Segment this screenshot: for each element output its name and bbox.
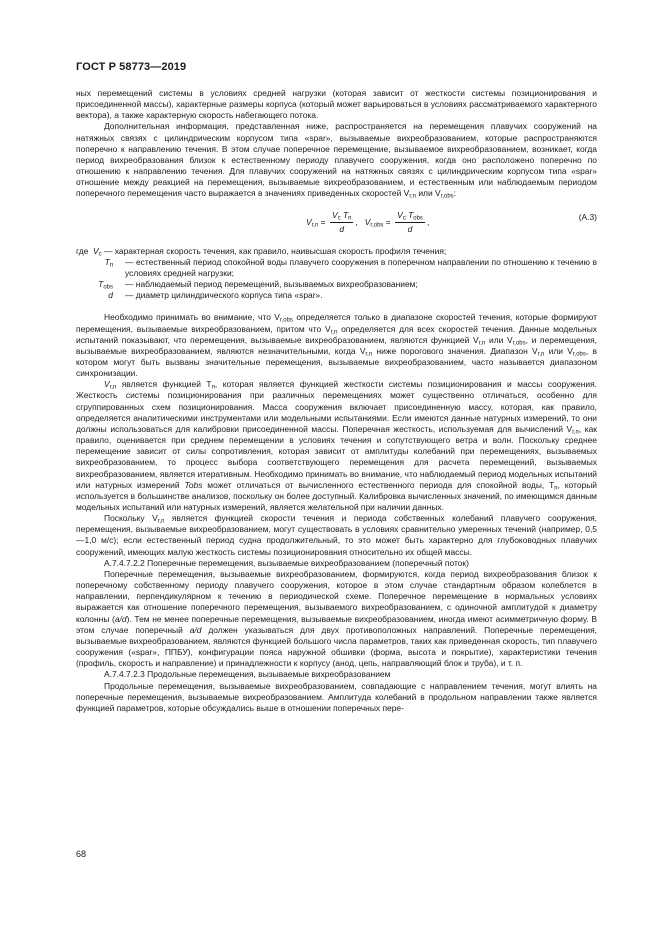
section-heading-in-line: А.7.4.7.2.3 Продольные перемещения, вызываемые вихреобразованием <box>104 669 391 680</box>
paragraph-moderate-currents: Поскольку $V_{r,п}$ является функцией скорости течения и периода собственных колебаний плавучего сооружения, перемещения, вызываемые вихреобразованием, могут существовать в условиях сравнительно умеренных течений (например, 0,5—1,0 м/с); если естественный период судна продолжительный, то это может быть характерно для глубоководных плавучих сооружений, имеющих малую жесткость системы позиционирования относительно их общей массы. <box>76 513 597 557</box>
paragraph-in-line: Продольные перемещения, вызываемые вихреобразованием, совпадающие с направлением течения, могут влиять на поперечные перемещения, вызываемые вихреобразованием. Амплитуда колебаний в продольном направлении также является функцией параметров, которые обсуждались выше в отношении поперечных пере- <box>76 680 597 713</box>
definition-d: d — диаметр цилиндрического корпуса типа «spar». <box>108 290 323 301</box>
formula-number: (A.3) <box>578 211 597 222</box>
paragraph-cross-flow: Поперечные перемещения, вызываемые вихреобразованием, формируются, когда период вихреобразования близок к поперечному собственному периоду плавучего сооружения, которое в этом случае стандартным образом колеблется в направлении, перпендикулярном к течению в периодической схеме. Поперечное перемещение в нормальных условиях выражается как отношение поперечного перемещения, вызываемого вихреобразованием, с одиночной амплитудой к диаметру колонны (a/d). Тем не менее поперечные перемещения, вызываемые вихреобразованием, иногда имеют асимметричную форму. В этом случае поперечный a/d должен указываться для двух противоположных направлений. Поперечные перемещения, вызываемые вихреобразованием, являются функцией большого числа параметров, таких как приведенная скорость, тип плавучего сооружения («spar», ППБУ), конфигурации пояса наружной обшивки (форма, высота и покрытие), характеристики течения (профиль, скорость и направление) и принадлежности к корпусу (анод, цепь, направляющий блок и труба), и т. п. <box>76 568 597 669</box>
definition-tn: $T_п$ — естественный период спокойной воды плавучего сооружения в поперечном направлении по отношению к течению в условиях средней нагрузки; <box>104 256 597 278</box>
formula-a3 <box>76 204 597 240</box>
definitions-list <box>76 246 597 302</box>
paragraph-intro: ных перемещений системы в условиях средней нагрузки (которая зависит от жесткости системы позиционирования и присоединенной массы), характерные размеры корпуса (который может варьироваться в условиях рассматриваемого характерного вектора), а также характерную скорость набегающего потока. <box>76 88 597 121</box>
section-heading-cross-flow: А.7.4.7.2.2 Поперечные перемещения, вызываемые вихреобразованием (поперечный поток) <box>104 557 469 568</box>
page-number: 68 <box>76 849 87 859</box>
paragraph-spar-info: Дополнительная информация, представленная ниже, распространяется на перемещения плавучих сооружений на натяжных связях с цилиндрическим корпусом типа «spar», вызываемые вихреобразованием, которые распространяются поперечно к направлению течения. В этом случае поперечное перемещение, вызываемое вихреобразованием, возникает, когда период вихреобразования близок к естественному периоду плавучего сооружения, когда оно расположено поперечно по отношению к направлению течения. Для плавучих сооружений на натяжных связях с цилиндрическим корпусом типа «spar» отношение между реакцией на перемещения, вызываемые вихреобразованием, и естественным или наблюдаемым периодом поперечного перемещения часто выражается в значениях приведенных скоростей $V_{r,n}$ или $V_{r,obs}$: <box>76 121 597 200</box>
formula-expression: $V_{r,n}$ = $\frac{V_c T_п}{d}$ , $V_{r,obs}$ = $\frac{V_c T_{obs}}{d}$ , <box>306 209 430 234</box>
definition-vc: где $V_c$ — характерная скорость течения, как правило, наивысшая скорость профиля течения; <box>76 245 447 258</box>
definition-tobs: $T_{obs}$ — наблюдаемый период перемещений, вызываемых вихреобразованием; <box>98 279 418 291</box>
document-body <box>76 88 597 714</box>
document-header: ГОСТ Р 58773—2019 <box>76 61 187 73</box>
paragraph-synchronization: Необходимо принимать во внимание, что $V_{r,obs}$ определяется только в диапазоне скоростей течения, которые формируют перемещения, вызываемые вихреобразованием, притом что $V_{r,n}$ определяется для всех скоростей течения. Данные модельных испытаний показывают, что перемещения, вызываемые вихреобразованием, являются функцией $V_{r,n}$ или $V_{r,obs}$, и перемещения, вызываемые вихреобразованием, являются незначительными, когда $V_{r,n}$ ниже порогового значения. Диапазон $V_{r,n}$ или $V_{r,obs}$, в котором могут быть вызваны значительные перемещения, вызываемые вихреобразованием, часто называется диапазоном синхронизации. <box>76 312 598 379</box>
paragraph-stiffness: $V_{r,п}$ является функцией $T_п$, которая является функцией жесткости системы позиционирования и массы сооружения. Жесткость системы позиционирования при различных перемещениях может существенно отличаться, особенно для сгруппированных схем позиционирования. Масса сооружения включает присоединенную массу, которая, как правило, определяется аналитическими инструментами или модельными испытаниями. Если имеются данные натурных измерений, то они должны использоваться для калибровки присоединенной массы. Поперечная жесткость, используемая для вычислений $V_{r,п}$, как правило, оценивается при среднем перемещении в условиях течения и сопутствующего ветра и волн. Поскольку среднее перемещение зависит от силы сопротивления, которая зависит от амплитуды колебаний при перемещениях, вызываемых вихреобразованием, то процесс выбора соответствующего перемещения для расчета перемещений, вызываемых вихреобразованием, является итеративным. Необходимо принимать во внимание, что наблюдаемый период модельных испытаний или натурных измерений Tobs может отличаться от вычисленного естественного периода для спокойной воды, $T_п$, который используется в большинстве анализов, поскольку он более доступный. Калибровка вычисленных значений, по имеющимся данным модельных испытаний или натурных измерений, является желательной при наличии данных. <box>76 379 598 512</box>
